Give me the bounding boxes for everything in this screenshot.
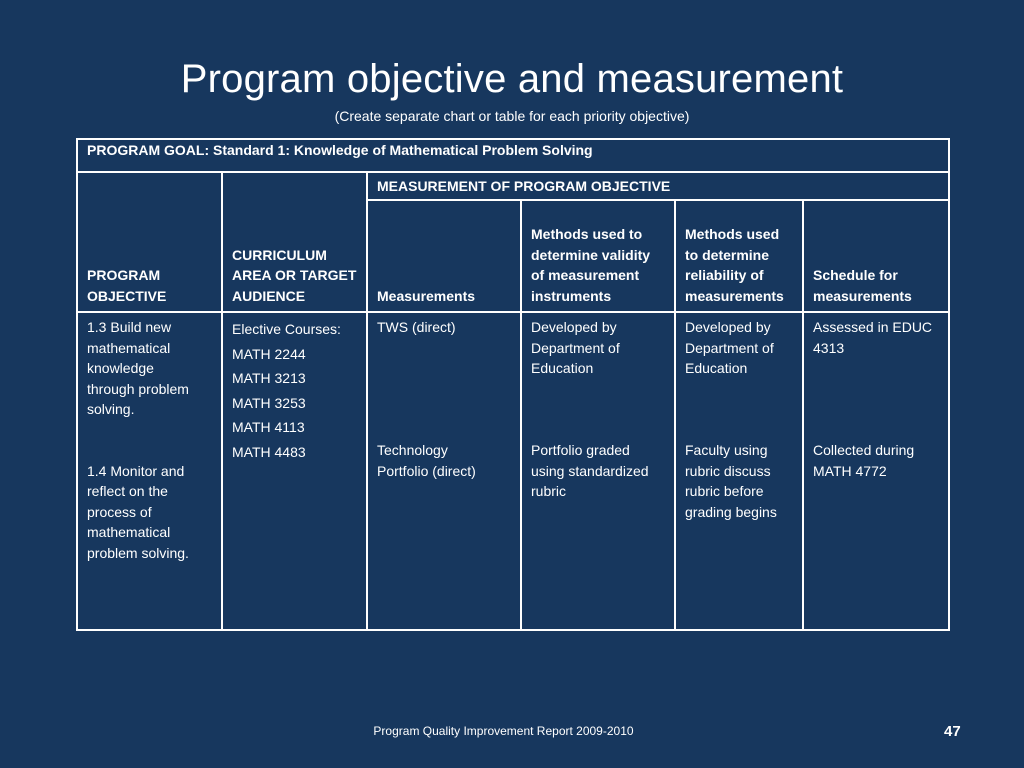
objective-1-3 xyxy=(87,317,212,420)
header-schedule xyxy=(803,200,949,312)
text-line: rubric discuss xyxy=(685,462,771,479)
program-goal: PROGRAM GOAL: Standard 1: Knowledge of Mathematical Problem Solving xyxy=(77,139,949,172)
text-line: CURRICULUM xyxy=(232,246,327,263)
text-line: OBJECTIVE xyxy=(87,287,167,304)
text-line: 4313 xyxy=(813,339,845,356)
text-line: 1.4 Monitor and xyxy=(87,462,185,479)
text-line: instruments xyxy=(531,287,612,304)
text-line: MATH 2244 xyxy=(232,345,306,362)
reliability-cell xyxy=(675,312,803,630)
text-line: Technology xyxy=(377,442,448,459)
text-line: Assessed in EDUC xyxy=(813,319,933,336)
page-number: 47 xyxy=(944,723,961,740)
measurements-cell xyxy=(367,312,521,630)
header-measurement-of-objective: MEASUREMENT OF PROGRAM OBJECTIVE xyxy=(367,172,949,200)
text-line: TWS (direct) xyxy=(377,319,456,336)
header-reliability-methods xyxy=(675,200,803,312)
text-line: problem solving. xyxy=(87,544,189,561)
text-line: solving. xyxy=(87,401,135,418)
objective-1-4 xyxy=(87,461,212,564)
text-line: reflect on the xyxy=(87,483,168,500)
text-line: Education xyxy=(685,360,748,377)
text-line: Faculty using xyxy=(685,442,768,459)
header-validity-methods xyxy=(521,200,675,312)
text-line: MATH 3213 xyxy=(232,370,306,387)
reliability-first xyxy=(685,317,793,440)
validity-cell xyxy=(521,312,675,630)
text-line: AREA OR TARGET xyxy=(232,267,357,284)
text-line: AUDIENCE xyxy=(232,287,306,304)
curriculum-cell xyxy=(222,312,367,630)
text-line: PROGRAM xyxy=(87,267,161,284)
text-line: Methods used xyxy=(685,226,780,243)
text-line: through problem xyxy=(87,380,189,397)
slide-footer: Program Quality Improvement Report 2009-2010 xyxy=(373,724,634,738)
header-program-objective xyxy=(77,172,222,312)
validity-first xyxy=(531,317,665,440)
text-line: Methods used to xyxy=(531,226,643,243)
text-line: Developed by xyxy=(531,319,617,336)
schedule-second xyxy=(813,440,939,481)
text-line: Collected during xyxy=(813,442,915,459)
text-line: mathematical xyxy=(87,339,171,356)
measurement-tws xyxy=(377,317,511,440)
text-line: Education xyxy=(531,360,594,377)
text-line: Schedule for xyxy=(813,267,898,284)
curriculum-list xyxy=(232,317,357,464)
text-line: Department of xyxy=(531,339,620,356)
text-line: Portfolio graded xyxy=(531,442,630,459)
text-line: Measurements xyxy=(377,287,476,304)
text-line: rubric xyxy=(531,483,567,500)
reliability-second xyxy=(685,440,793,522)
text-line: rubric before xyxy=(685,483,764,500)
text-line: of measurement xyxy=(531,267,640,284)
text-line: determine validity xyxy=(531,246,651,263)
text-line: knowledge xyxy=(87,360,154,377)
objective-cell xyxy=(77,312,222,630)
measurement-portfolio xyxy=(377,440,511,481)
text-line: grading begins xyxy=(685,503,777,520)
text-line: MATH 4483 xyxy=(232,443,306,460)
text-line: process of xyxy=(87,503,152,520)
slide-title: Program objective and measurement xyxy=(180,57,844,101)
validity-second xyxy=(531,440,665,502)
schedule-first xyxy=(813,317,939,440)
text-line: measurements xyxy=(685,287,784,304)
text-line: Department of xyxy=(685,339,774,356)
text-line: using standardized xyxy=(531,462,649,479)
header-measurements xyxy=(367,200,521,312)
text-line: 1.3 Build new xyxy=(87,319,172,336)
text-line: Elective Courses: xyxy=(232,321,341,338)
text-line: MATH 4772 xyxy=(813,462,887,479)
header-curriculum-area xyxy=(222,172,367,312)
text-line: measurements xyxy=(813,287,912,304)
text-line: mathematical xyxy=(87,524,171,541)
objective-table xyxy=(76,138,950,631)
slide-subtitle: (Create separate chart or table for each priority objective) xyxy=(334,108,690,124)
text-line: to determine xyxy=(685,246,770,263)
text-line: MATH 4113 xyxy=(232,419,305,436)
text-line: MATH 3253 xyxy=(232,394,306,411)
text-line: reliability of xyxy=(685,267,764,284)
text-line: Portfolio (direct) xyxy=(377,462,476,479)
schedule-cell xyxy=(803,312,949,630)
text-line: Developed by xyxy=(685,319,771,336)
